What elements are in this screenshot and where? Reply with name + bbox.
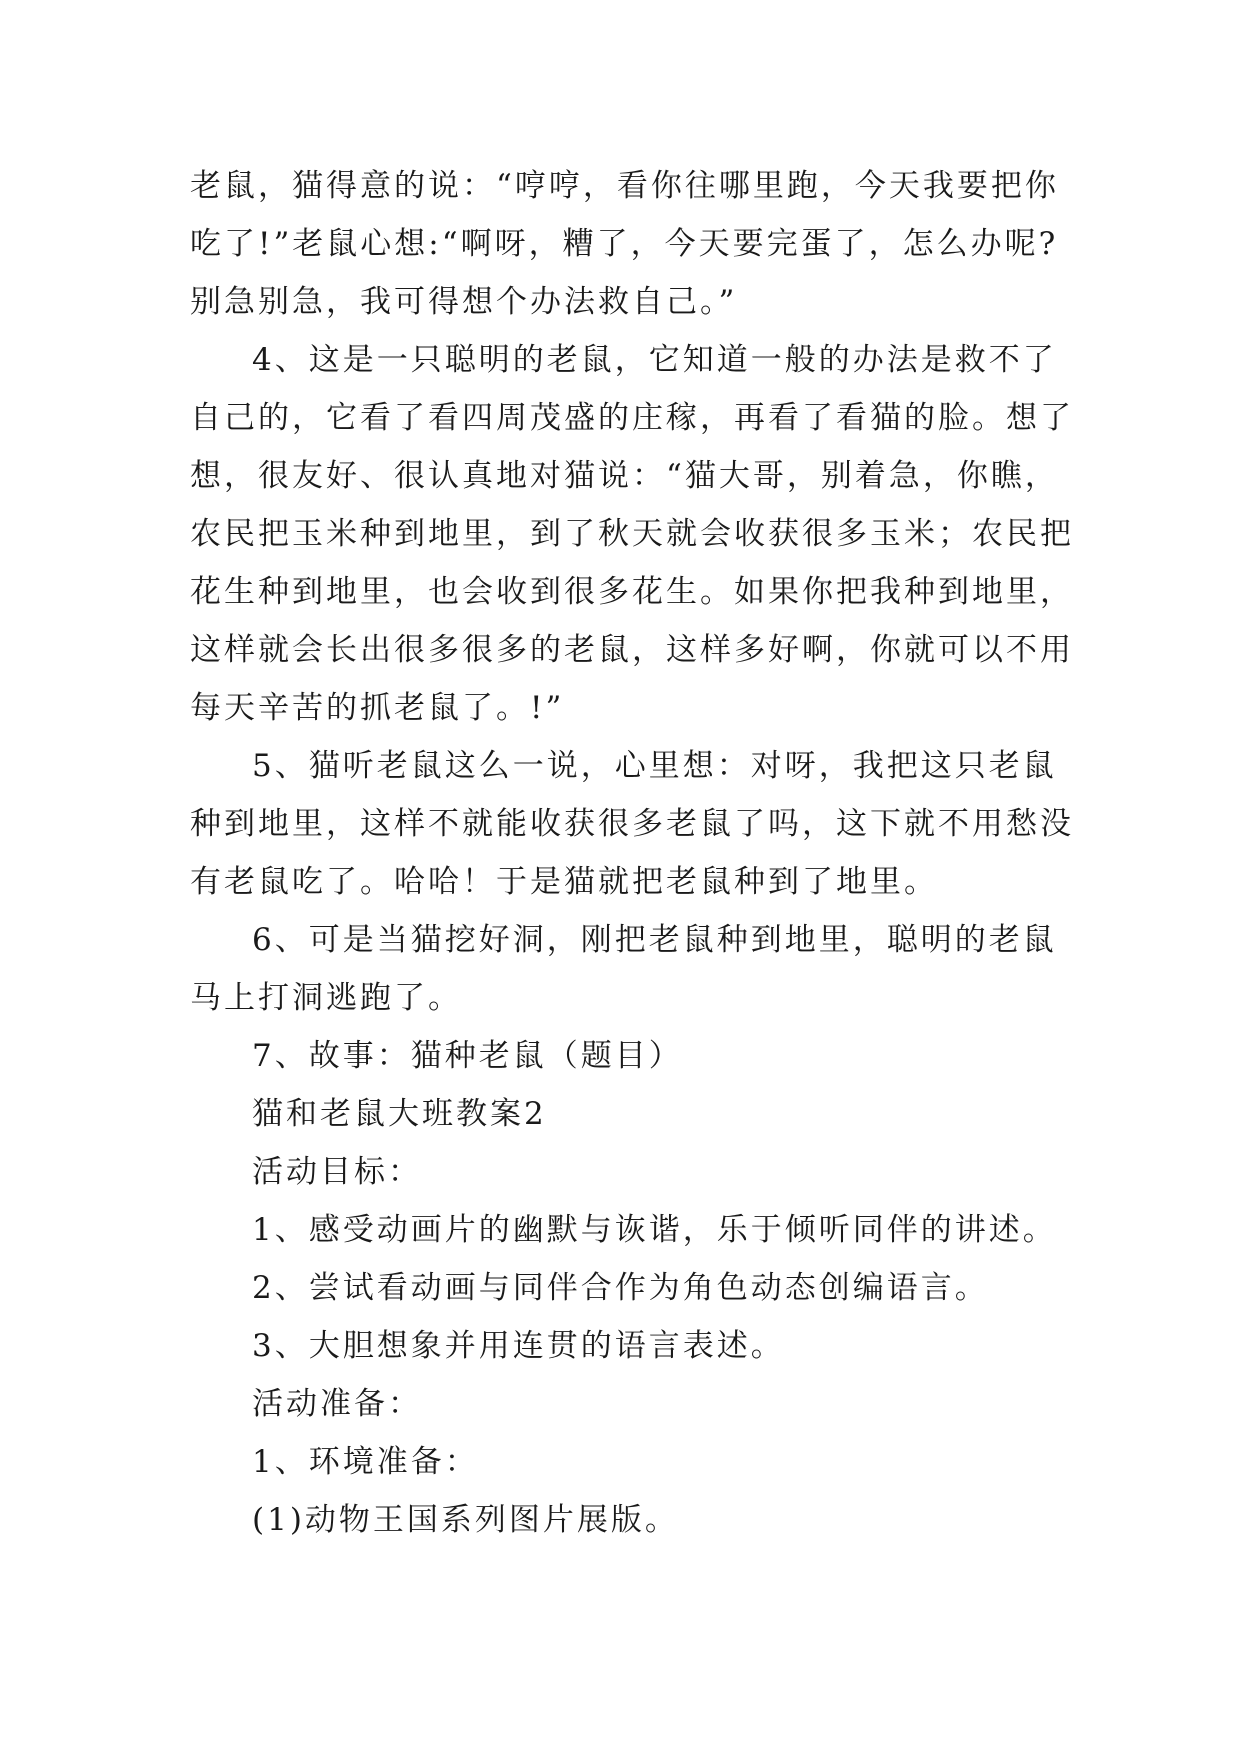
section-title: 猫和老鼠大班教案2 (252, 1096, 547, 1132)
list-item: 1、环境准备： (252, 1444, 479, 1480)
text-line: 种到地里，这样不就能收获很多老鼠了吗，这下就不用愁没 (190, 806, 1074, 842)
section-heading: 活动准备： (252, 1386, 422, 1422)
section-heading: 活动目标： (252, 1154, 422, 1190)
text-line: 7、故事：猫种老鼠（题目） (252, 1038, 683, 1074)
document-text (190, 157, 1074, 1549)
text-line: 吃了!”老鼠心想:“啊呀，糟了，今天要完蛋了，怎么办呢? (190, 226, 1059, 262)
text-line: 6、可是当猫挖好洞，刚把老鼠种到地里，聪明的老鼠 (252, 922, 1057, 958)
text-line: 老鼠，猫得意的说：“哼哼，看你往哪里跑，今天我要把你 (190, 168, 1059, 204)
list-item: 2、尝试看动画与同伴合作为角色动态创编语言。 (252, 1270, 989, 1306)
text-line: 农民把玉米种到地里，到了秋天就会收获很多玉米；农民把 (190, 516, 1074, 552)
text-line: 花生种到地里，也会收到很多花生。如果你把我种到地里， (190, 574, 1074, 610)
text-line: 5、猫听老鼠这么一说，心里想：对呀，我把这只老鼠 (252, 748, 1057, 784)
text-line: 别急别急，我可得想个办法救自己。” (190, 284, 738, 320)
list-item: 3、大胆想象并用连贯的语言表述。 (252, 1328, 785, 1364)
text-line: 有老鼠吃了。哈哈！于是猫就把老鼠种到了地里。 (190, 864, 938, 900)
list-item: (1)动物王国系列图片展版。 (252, 1502, 679, 1538)
list-item: 1、感受动画片的幽默与诙谐，乐于倾听同伴的讲述。 (252, 1212, 1057, 1248)
text-line: 每天辛苦的抓老鼠了。!” (190, 690, 565, 726)
text-line: 这样就会长出很多很多的老鼠，这样多好啊，你就可以不用 (190, 632, 1074, 668)
text-line: 想，很友好、很认真地对猫说：“猫大哥，别着急，你瞧， (190, 458, 1059, 494)
text-line: 马上打洞逃跑了。 (190, 980, 462, 1016)
text-line: 自己的，它看了看四周茂盛的庄稼，再看了看猫的脸。想了 (190, 400, 1074, 436)
text-line: 4、这是一只聪明的老鼠，它知道一般的办法是救不了 (252, 342, 1057, 378)
